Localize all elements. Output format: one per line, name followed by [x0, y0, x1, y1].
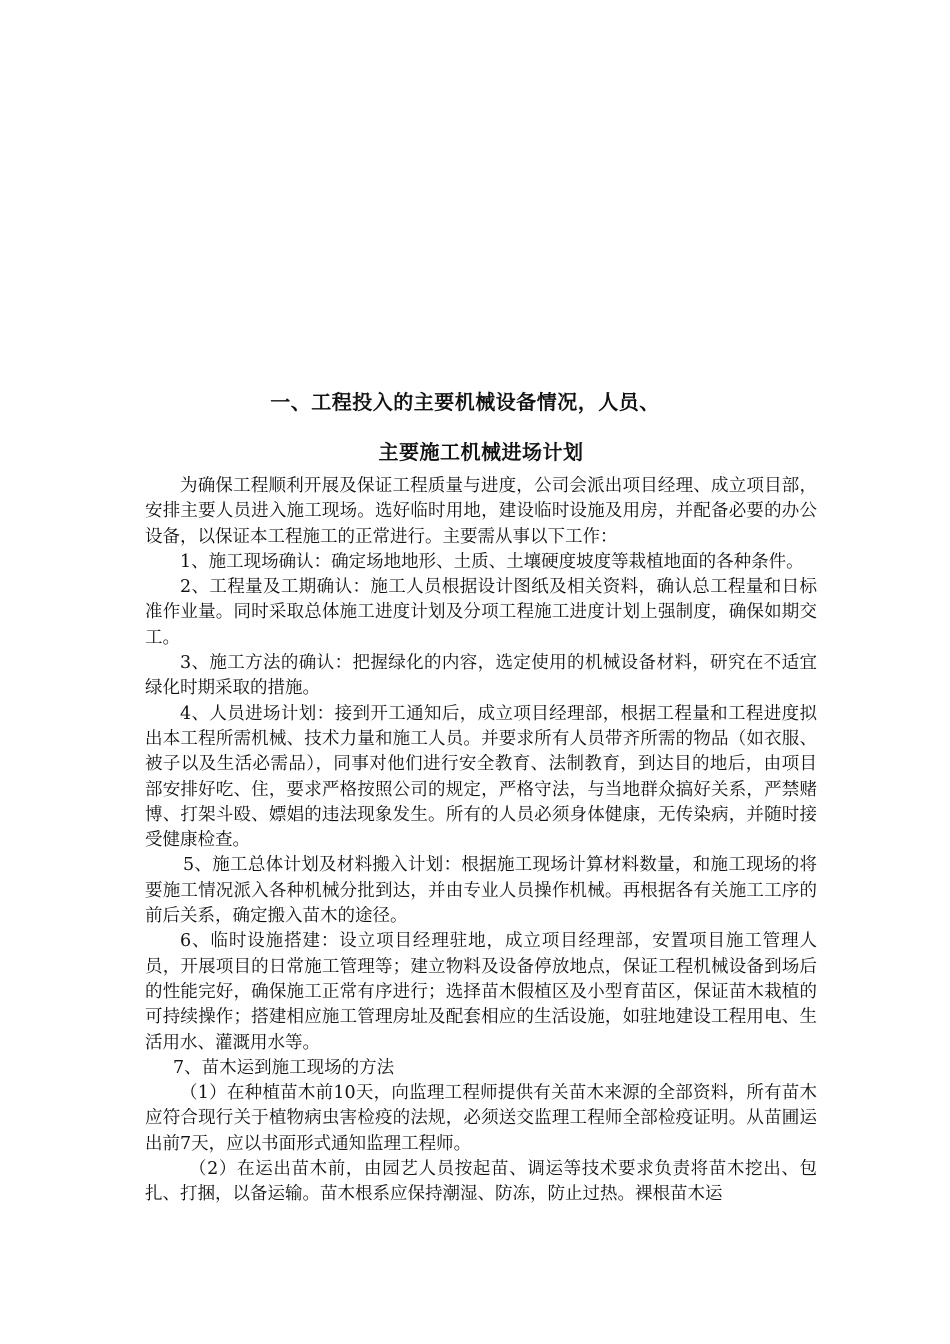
item-2-paragraph: 2、工程量及工期确认：施工人员根据设计图纸及相关资料，确认总工程量和日标准作业量。同时采取总体施工进度计划及分项工程施工进度计划上强制度，确保如期交工。: [145, 577, 817, 648]
item-3-paragraph: 3、施工方法的确认：把握绿化的内容，选定使用的机械设备材料，研究在不适宜绿化时期采取的措施。: [145, 653, 817, 699]
item-7-heading: 7、苗木运到施工现场的方法: [173, 1057, 395, 1078]
item-4-paragraph: 4、人员进场计划：接到开工通知后，成立项目经理部，根据工程量和工程进度拟出本工程所需机械、技术力量和施工人员。并要求所有人员带齐所需的物品（如衣服、被子以及生活必需品），同事对他们进行安全教育、法制教育，到达目的地后，由项目部安排好吃、住，要求严格按照公司的规定，严格守法，与当地群众搞好关系，严禁赌博、打架斗殴、嫖娼的违法现象发生。所有的人员必须身体健康，无传染病，并随时接受健康检查。: [145, 703, 817, 851]
section-title-line-2: 主要施工机械进场计划: [378, 440, 584, 464]
section-title-line-1: 一、工程投入的主要机械设备情况，人员、: [270, 390, 660, 414]
item-5-paragraph: 5、施工总体计划及材料搬入计划：根据施工现场计算材料数量，和施工现场的将要施工情况派入各种机械分批到达，并由专业人员操作机械。再根据各有关施工工序的前后关系，确定搬入苗木的途径。: [145, 855, 817, 927]
item-6-paragraph: 6、临时设施搭建：设立项目经理驻地，成立项目经理部，安置项目施工管理人员，开展项目的日常施工管理等；建立物料及设备停放地点，保证工程机械设备到场后的性能完好，确保施工正常有序进行；选择苗木假植区及小型育苗区，保证苗木栽植的可持续操作；搭建相应施工管理房址及配套相应的生活设施，如驻地建设工程用电、生活用水、灌溉用水等。: [145, 931, 817, 1053]
item-1-paragraph: 1、施工现场确认：确定场地地形、土质、土壤硬度坡度等栽植地面的各种条件。: [180, 551, 804, 572]
intro-paragraph: 为确保工程顺利开展及保证工程质量与进度，公司会派出项目经理、成立项目部，安排主要人员进入施工现场。选好临时用地，建设临时设施及用房，并配备必要的办公设备，以保证本工程施工的正常进行。主要需从事以下工作：: [145, 476, 817, 547]
body-text: [145, 474, 817, 1208]
item-7-sub-1-paragraph: （1）在种植苗木前10天，向监理工程师提供有关苗木来源的全部资料，所有苗木应符合现行关于植物病虫害检疫的法规，必须送交监理工程师全部检疫证明。从苗圃运出前7天，应以书面形式通知监理工程师。: [145, 1083, 817, 1154]
item-7-sub-2-paragraph: （2）在运出苗木前，由园艺人员按起苗、调运等技术要求负责将苗木挖出、包扎、打捆，以备运输。苗木根系应保持潮湿、防冻，防止过热。裸根苗木运: [145, 1159, 817, 1205]
